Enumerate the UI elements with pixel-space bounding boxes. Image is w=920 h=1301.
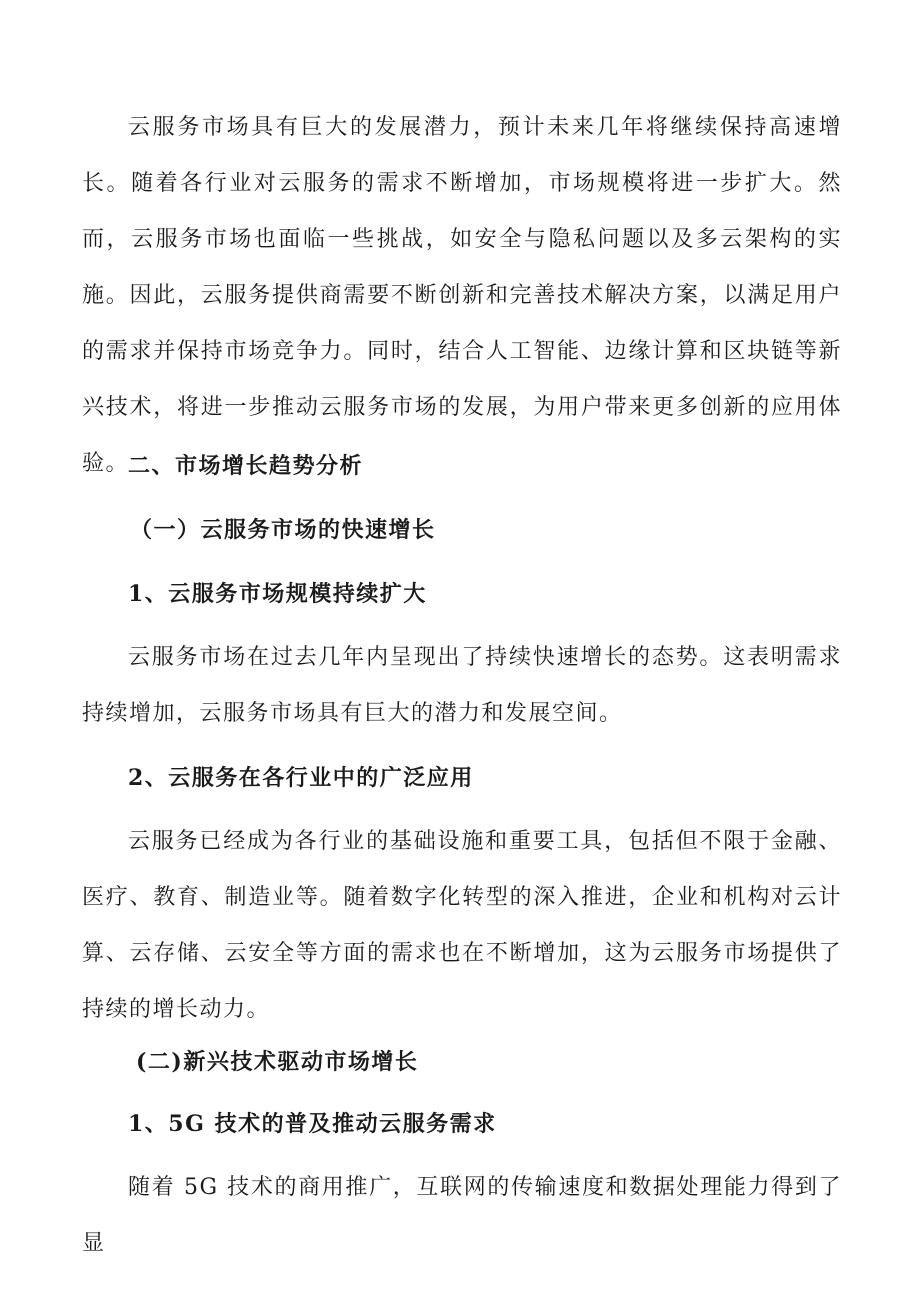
section-heading-market-growth: 二、市场增长趋势分析 — [128, 453, 364, 479]
item-heading-5g: 1、5G 技术的普及推动云服务需求 — [128, 1111, 497, 1137]
item-paragraph-industry-application: 云服务已经成为各行业的基础设施和重要工具，包括但不限于金融、医疗、教育、制造业等。随着数字化转型的深入推进，企业和机构对云计算、云存储、云安全等方面的需求也在不断增加，这为云服务市场提供了持续的增长动力。 — [82, 829, 842, 1022]
item-paragraph-5g: 随着 5G 技术的商用推广，互联网的传输速度和数据处理能力得到了显 — [82, 1175, 842, 1256]
subsection-heading-emerging-tech: (二)新兴技术驱动市场增长 — [136, 1049, 419, 1075]
subsection-heading-rapid-growth: （一）云服务市场的快速增长 — [130, 517, 436, 543]
item-heading-market-scale: 1、云服务市场规模持续扩大 — [128, 581, 427, 607]
item-paragraph-market-scale: 云服务市场在过去几年内呈现出了持续快速增长的态势。这表明需求持续增加，云服务市场具有巨大的潜力和发展空间。 — [82, 645, 842, 726]
item-heading-industry-application: 2、云服务在各行业中的广泛应用 — [128, 765, 474, 791]
intro-paragraph: 云服务市场具有巨大的发展潜力，预计未来几年将继续保持高速增长。随着各行业对云服务的需求不断增加，市场规模将进一步扩大。然而，云服务市场也面临一些挑战，如安全与隐私问题以及多云架构的实施。因此，云服务提供商需要不断创新和完善技术解决方案，以满足用户的需求并保持市场竞争力。同时，结合人工智能、边缘计算和区块链等新兴技术，将进一步推动云服务市场的发展，为用户带来更多创新的应用体验。 — [82, 115, 842, 476]
